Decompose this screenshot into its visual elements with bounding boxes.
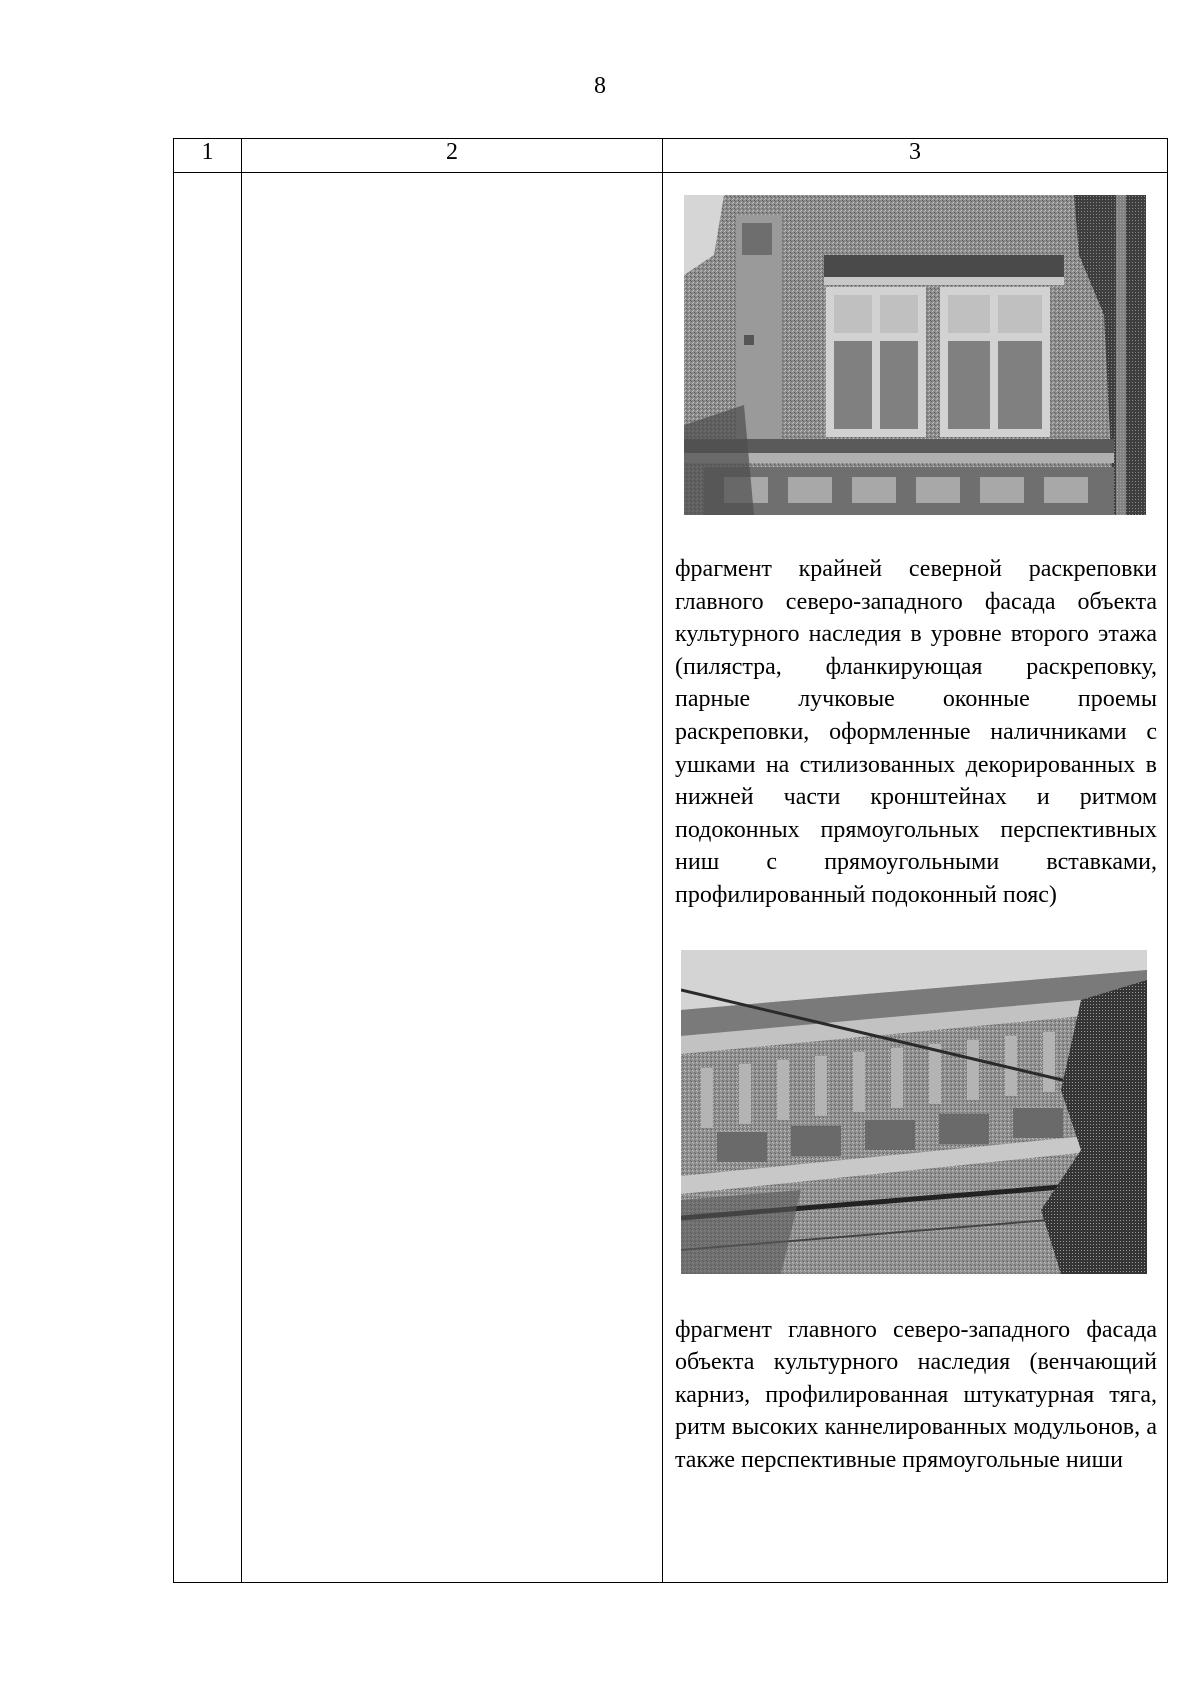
page-number: 8: [594, 73, 606, 99]
table-header-row: [174, 139, 1168, 173]
header-col-3: 3: [663, 139, 1168, 173]
facade-photo-windows: [684, 195, 1146, 515]
facade-photo-cornice-image: [681, 950, 1147, 1274]
row-cell-col-3: [663, 173, 1168, 1583]
row-cell-col-1: [174, 173, 242, 1583]
row-cell-col-2: [242, 173, 663, 1583]
header-col-2: 2: [242, 139, 663, 173]
facade-photo-cornice: [681, 950, 1147, 1274]
header-col-1: 1: [174, 139, 242, 173]
facade-photo-windows-image: [684, 195, 1146, 515]
monument-description-table: [173, 138, 1168, 1583]
photo-caption: фрагмент главного северо-западного фасада объекта культурного наследия (венчающий карниз, профилированная штукатурная тяга, ритм высоких каннелированных модульонов, а также перспективные прямоугольные ниши: [675, 1316, 1157, 1473]
photo-caption: фрагмент крайней северной раскреповки главного северо-западного фасада объекта культурного наследия в уровне второго этажа (пилястра, фланкирующая раскреповку, парные лучковые оконные проемы раскреповки, оформленные наличниками с ушками на стилизованных декорированных в нижней части кронштейнах и ритмом подоконных прямоугольных перспективных ниш с прямоугольными вставками, профилированный подоконный пояс): [675, 556, 1157, 908]
table-row: [174, 173, 1168, 1583]
